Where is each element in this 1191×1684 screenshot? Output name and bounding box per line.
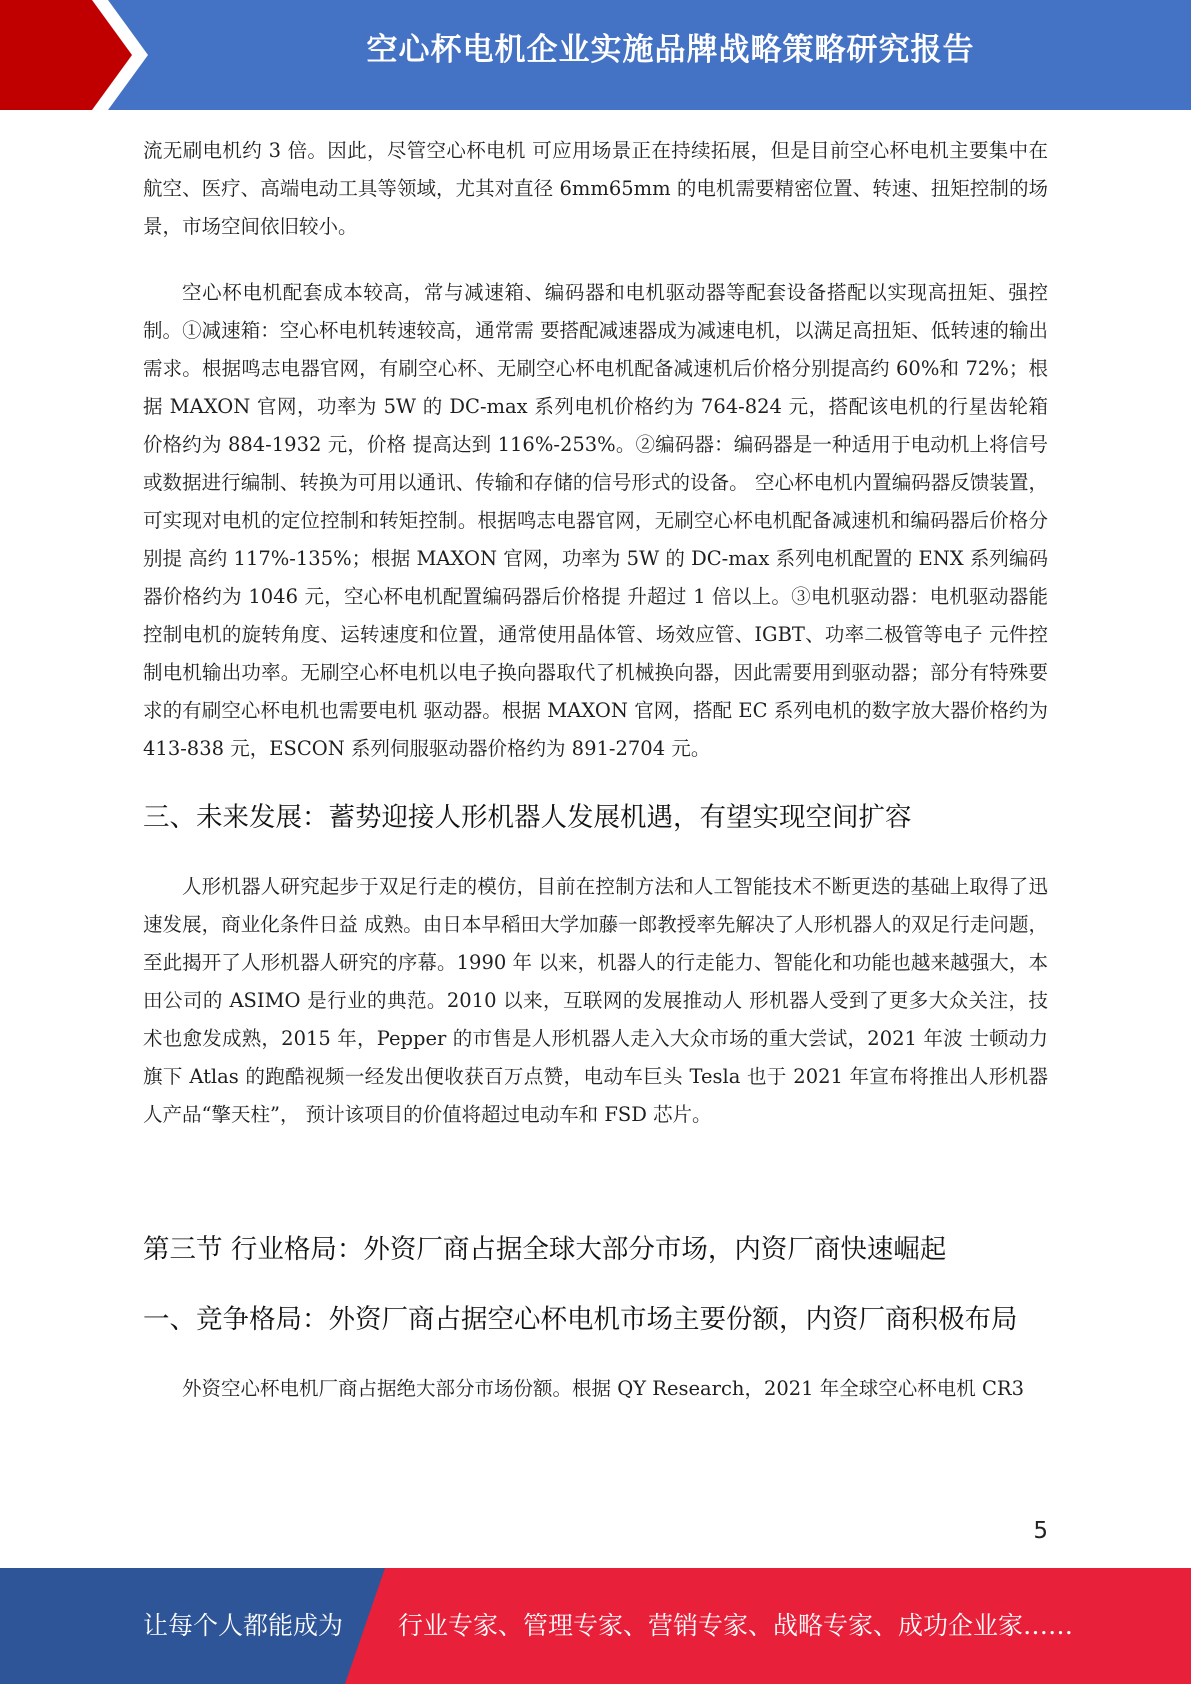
document-title: 空心杯电机企业实施品牌战略策略研究报告 [366,32,975,68]
page-footer [0,1568,1191,1684]
page-number: 5 [1033,1518,1048,1544]
page-content [143,132,1048,1408]
heading-future-development: 三、未来发展：蓄势迎接人形机器人发展机遇，有望实现空间扩容 [143,802,912,833]
page-header [0,0,1191,110]
paragraph-motor-cost-intro: 流无刷电机约 3 倍。因此，尽管空心杯电机 可应用场景正在持续拓展，但是目前空心杯电机主要集中在航空、医疗、高端电动工具等领域，尤其对直径 6mm65mm 的电机需要精密位置、转速、扭矩控制的场景，市场空间依旧较小。 [143,139,1048,238]
heading-section-three: 第三节 行业格局：外资厂商占据全球大部分市场，内资厂商快速崛起 [143,1234,947,1265]
footer-slogan-lead: 让每个人都能成为 [143,1611,344,1640]
paragraph-humanoid-robots: 人形机器人研究起步于双足行走的模仿，目前在控制方法和人工智能技术不断更迭的基础上取得了迅速发展，商业化条件日益 成熟。由日本早稻田大学加藤一郎教授率先解决了人形机器人的双足行走问题，至此揭开了人形机器人研究的序幕。1990 年 以来，机器人的行走能力、智能化和功能也越来越强大，本田公司的 ASIMO 是行业的典范。2010 以来，互联网的发展推动人 形机器人受到了更多大众关注，技术也愈发成熟，2015 年，Pepper 的市售是人形机器人走入大众市场的重大尝试，2021 年波 士顿动力旗下 Atlas 的跑酷视频一经发出便收获百万点赞，电动车巨头 Tesla 也于 2021 年宣布将推出人形机器人产品“擎天柱”， 预计该项目的价值将超过电动车和 FSD 芯片。 [143,875,1048,1126]
footer-slogan-roles: 行业专家、管理专家、营销专家、战略专家、成功企业家…… [398,1611,1074,1640]
paragraph-foreign-share: 外资空心杯电机厂商占据绝大部分市场份额。根据 QY Research，2021 年全球空心杯电机 CR3 [182,1377,1024,1400]
heading-competition: 一、竞争格局：外资厂商占据空心杯电机市场主要份额，内资厂商积极布局 [143,1304,1018,1335]
paragraph-accessory-costs: 空心杯电机配套成本较高，常与减速箱、编码器和电机驱动器等配套设备搭配以实现高扭矩、强控制。①减速箱：空心杯电机转速较高，通常需 要搭配减速器成为减速电机，以满足高扭矩、低转速的输出需求。根据鸣志电器官网，有刷空心杯、无刷空心杯电机配备减速机后价格分别提高约 60%和 72%；根据 MAXON 官网，功率为 5W 的 DC-max 系列电机价格约为 764-824 元，搭配该电机的行星齿轮箱价格约为 884-1932 元，价格 提高达到 116%-253%。②编码器：编码器是一种适用于电动机上将信号或数据进行编制、转换为可用以通讯、传输和存储的信号形式的设备。 空心杯电机内置编码器反馈装置，可实现对电机的定位控制和转矩控制。根据鸣志电器官网，无刷空心杯电机配备减速机和编码器后价格分别提 高约 117%-135%；根据 MAXON 官网，功率为 5W 的 DC-max 系列电机配置的 ENX 系列编码器价格约为 1046 元，空心杯电机配置编码器后价格提 升超过 1 倍以上。③电机驱动器：电机驱动器能控制电机的旋转角度、运转速度和位置，通常使用晶体管、场效应管、IGBT、功率二极管等电子 元件控制电机输出功率。无刷空心杯电机以电子换向器取代了机械换向器，因此需要用到驱动器；部分有特殊要求的有刷空心杯电机也需要电机 驱动器。根据 MAXON 官网，搭配 EC 系列电机的数字放大器价格约为 413-838 元，ESCON 系列伺服驱动器价格约为 891-2704 元。 [143,281,1048,760]
